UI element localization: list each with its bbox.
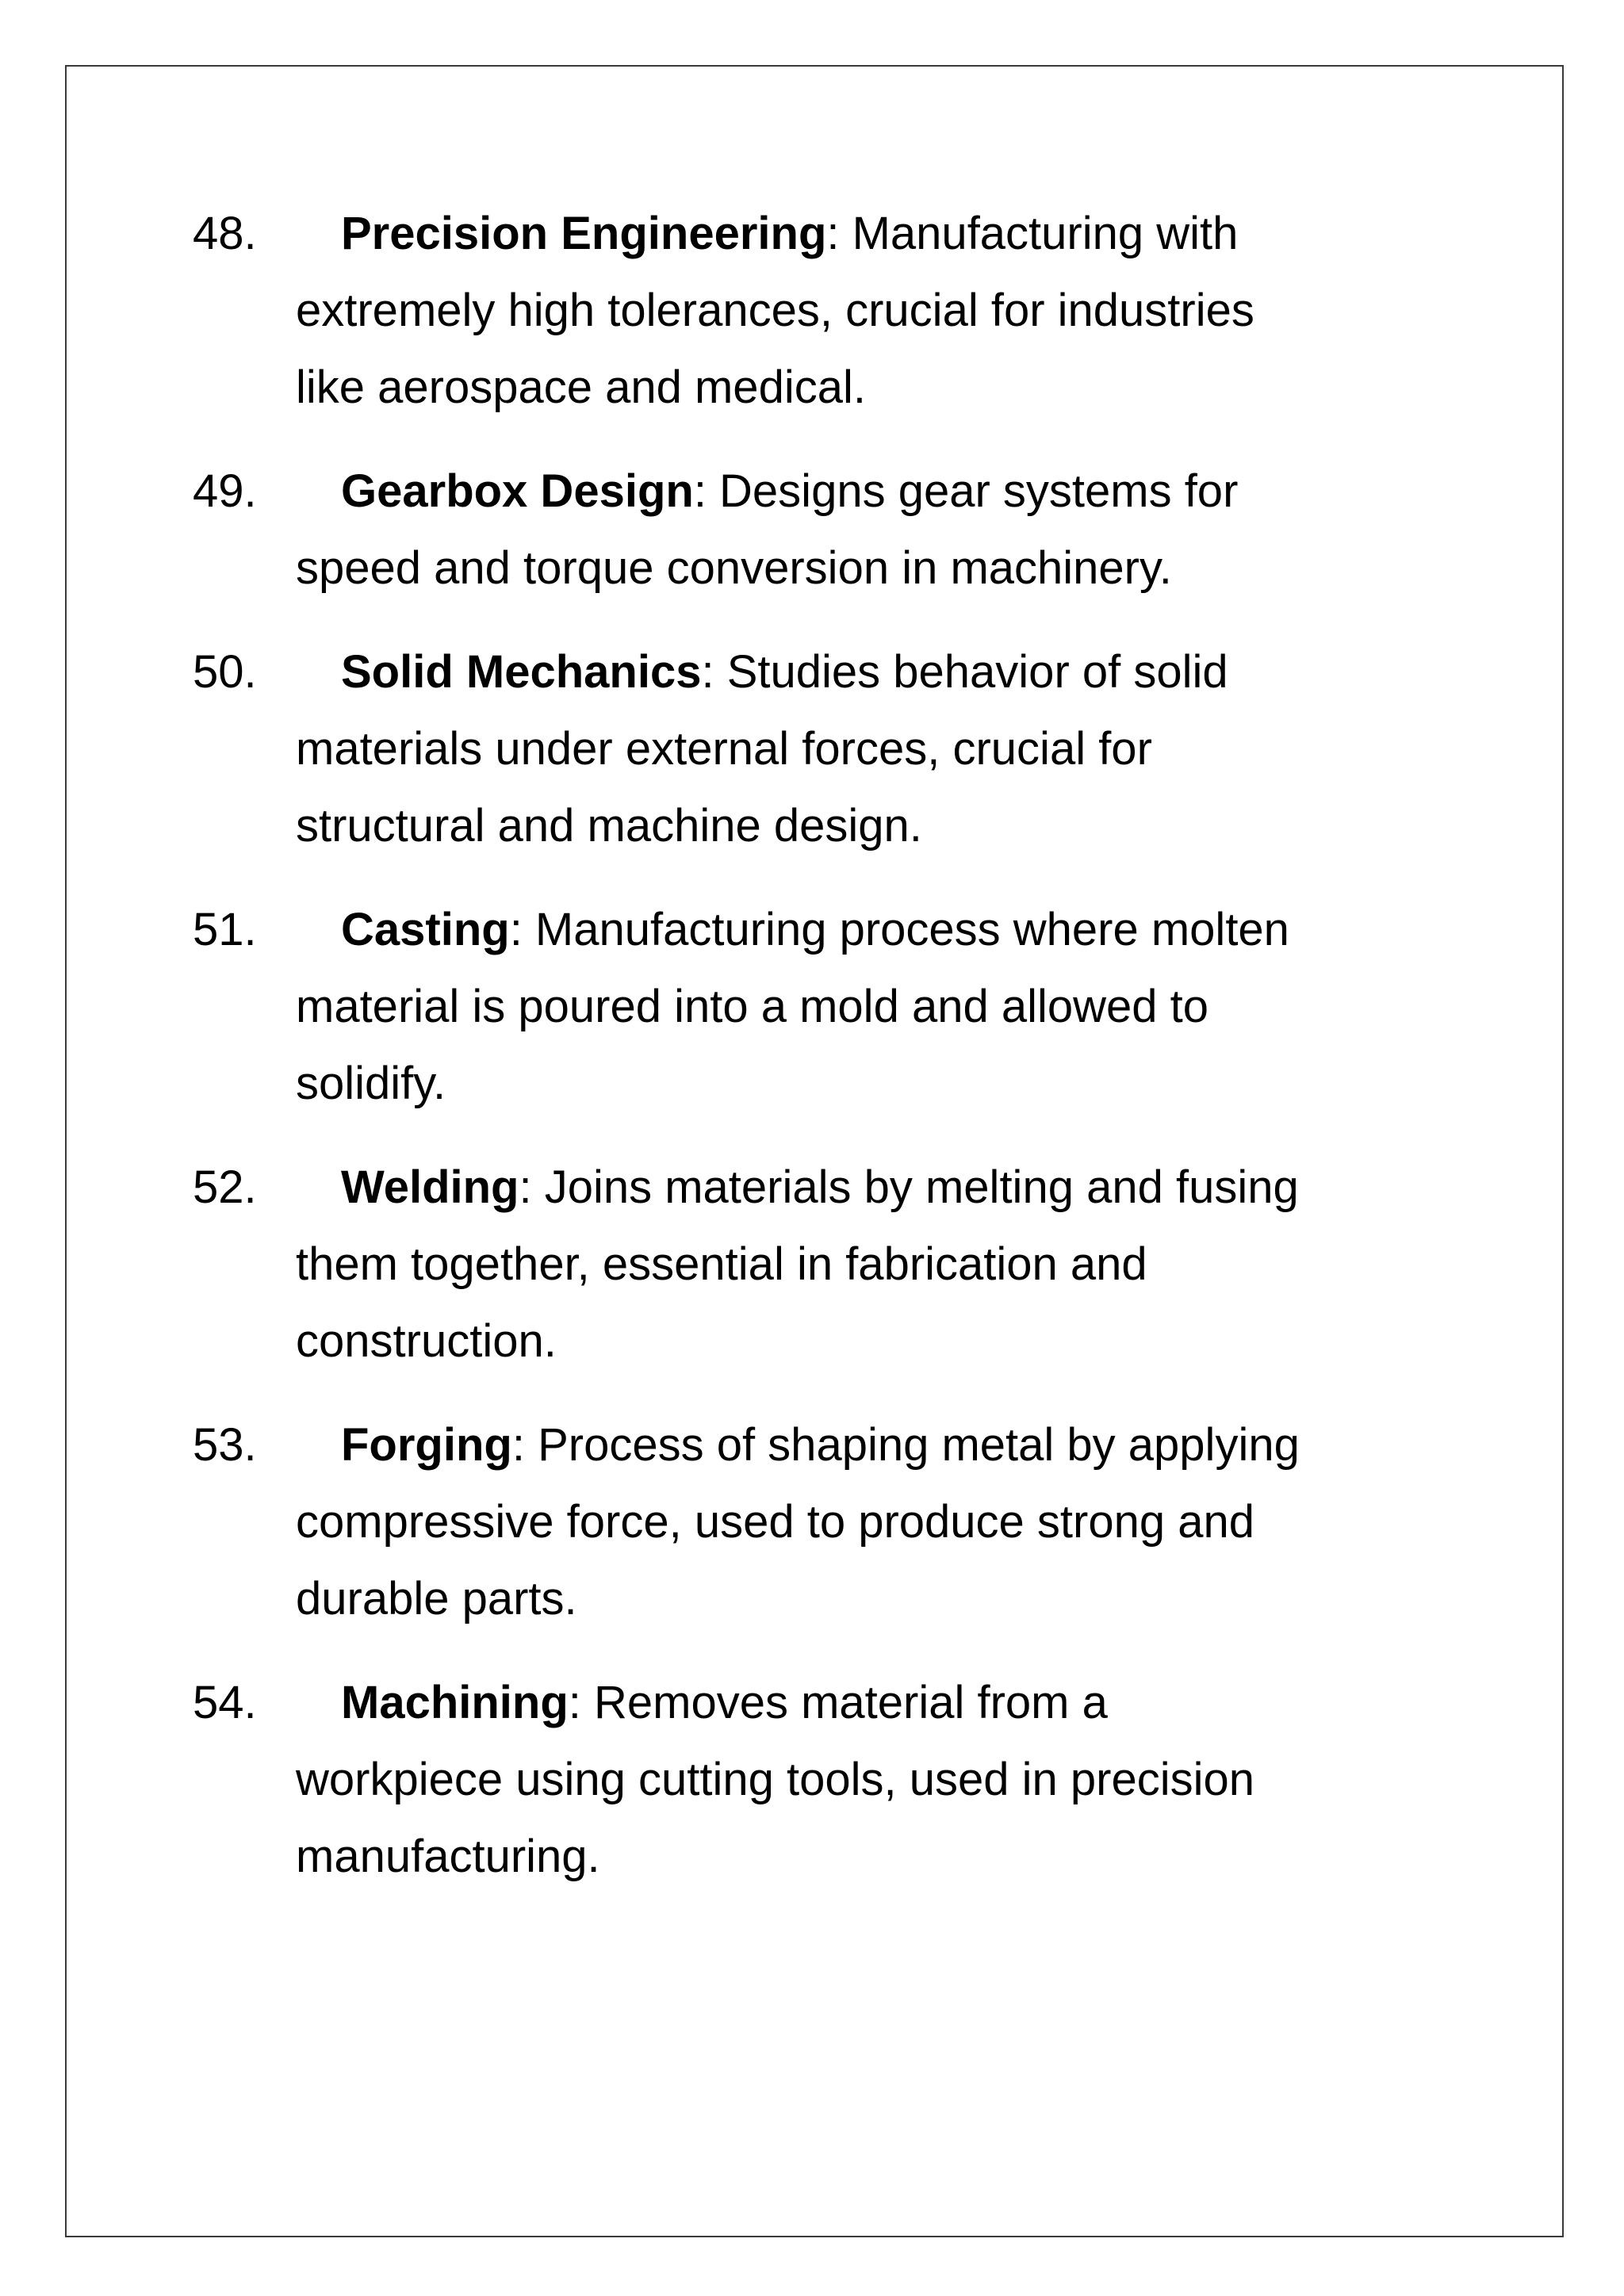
item-description-line: extremely high tolerances, crucial for industries [296, 285, 1254, 336]
item-term: Casting [341, 904, 510, 955]
item-description: : Studies behavior of solid [701, 646, 1228, 698]
item-number: 49. [193, 465, 257, 517]
list-item [193, 891, 1465, 1122]
item-first-line [193, 1149, 1465, 1226]
item-description-line: them together, essential in fabrication and [296, 1238, 1147, 1290]
definitions-list [193, 195, 1465, 1922]
item-description: : Removes material from a [568, 1677, 1108, 1728]
item-first-line [193, 1406, 1465, 1483]
item-term: Gearbox Design [341, 465, 694, 517]
list-item [193, 633, 1465, 864]
item-description-line: compressive force, used to produce strong and [296, 1496, 1254, 1548]
list-item [193, 1149, 1465, 1380]
item-description-line: material is poured into a mold and allowed to [296, 981, 1208, 1032]
item-description: : Designs gear systems for [693, 465, 1239, 517]
item-term: Precision Engineering [341, 208, 827, 259]
item-description-line: workpiece using cutting tools, used in precision [296, 1754, 1254, 1805]
item-number: 53. [193, 1419, 257, 1471]
item-number: 50. [193, 646, 257, 698]
item-term: Forging [341, 1419, 512, 1471]
list-item [193, 1664, 1465, 1895]
item-first-line [193, 195, 1465, 272]
item-term: Machining [341, 1677, 569, 1728]
item-first-line [193, 1664, 1465, 1741]
list-item [193, 1406, 1465, 1637]
list-item [193, 195, 1465, 426]
item-description: : Process of shaping metal by applying [511, 1419, 1300, 1471]
item-term: Solid Mechanics [341, 646, 702, 698]
item-description-line: structural and machine design. [296, 800, 922, 851]
item-description-line: materials under external forces, crucial for [296, 723, 1152, 775]
item-number: 54. [193, 1677, 257, 1728]
list-item [193, 453, 1465, 607]
item-description-line: durable parts. [296, 1573, 577, 1624]
item-description-line: speed and torque conversion in machinery. [296, 542, 1172, 594]
item-number: 52. [193, 1161, 257, 1213]
item-term: Welding [341, 1161, 519, 1213]
item-description: : Manufacturing process where molten [509, 904, 1289, 955]
item-description-line: like aerospace and medical. [296, 362, 866, 413]
item-description: : Joins materials by melting and fusing [519, 1161, 1299, 1213]
item-description-line: construction. [296, 1315, 557, 1367]
item-first-line [193, 891, 1465, 968]
item-number: 48. [193, 208, 257, 259]
item-number: 51. [193, 904, 257, 955]
item-description-line: solidify. [296, 1058, 446, 1109]
item-first-line [193, 453, 1465, 530]
item-first-line [193, 633, 1465, 710]
item-description: : Manufacturing with [826, 208, 1239, 259]
item-description-line: manufacturing. [296, 1831, 600, 1882]
